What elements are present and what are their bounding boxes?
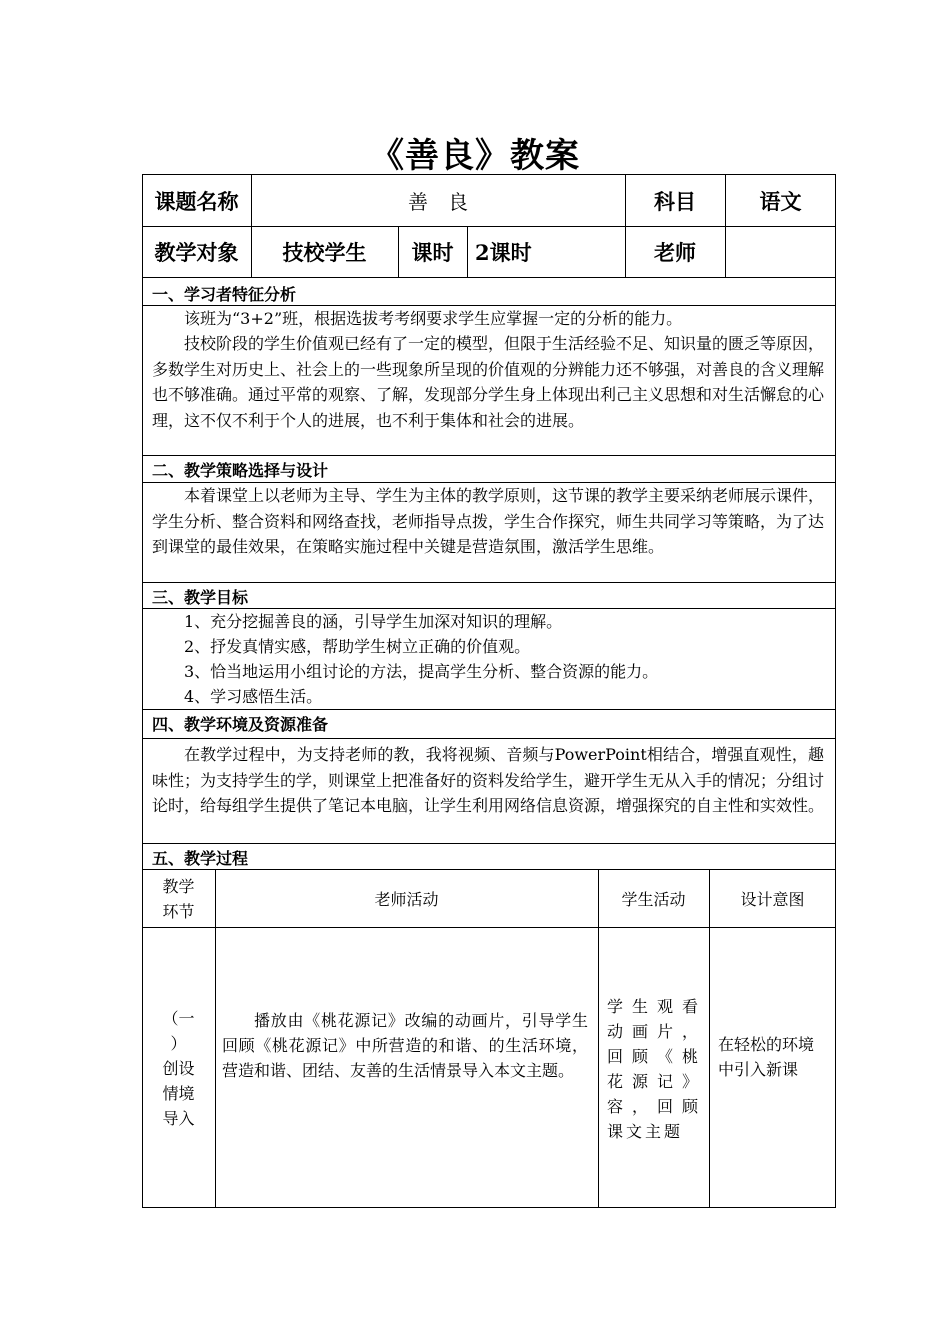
subject-label: 科目 [654, 188, 696, 214]
teacher-label: 老师 [654, 240, 696, 265]
process-col-student: 学生活动 [621, 890, 686, 909]
objective-item: 2、抒发真情实感，帮助学生树立正确的价值观。 [184, 637, 531, 656]
learner-analysis-paragraph: 该班为“3+2”班，根据选拔考考纲要求学生应掌握一定的分析的能力。 [184, 309, 683, 328]
hours-label: 课时 [411, 240, 454, 265]
section-heading-resources: 四、教学环境及资源准备 [152, 715, 329, 734]
learner-analysis-paragraph: 技校阶段的学生价值观已经有了一定的模型，但限于生活经验不足、知识量的匮乏等原因，多数学生对历史上、社会上的一些现象所呈现的价值观的分辨能力还不够强，对善良的含义理解也不够准确。通过平常的观察、了解，发现部分学生身上体现出利己主义思想和对生活懈怠的心理，这不仅不利于个人的进展，也不利于集体和社会的进展。 [152, 334, 825, 430]
resources-paragraph: 在教学过程中，为支持老师的教，我将视频、音频与PowerPoint相结合，增强直观性，趣味性；为支持学生的学，则课堂上把准备好的资料发给学生，避开学生无从入手的情况；分组讨论时，给每组学生提供了笔记本电脑，让学生利用网络信息资源，增强探究的自主性和实效性。 [152, 745, 825, 815]
process-design-intent: 在轻松的环境中引入新课 [718, 1035, 815, 1079]
course-name-label: 课题名称 [154, 188, 239, 214]
subject-value: 语文 [759, 188, 802, 214]
section-heading-process: 五、教学过程 [152, 849, 249, 868]
section-heading-objectives: 三、教学目标 [152, 588, 249, 607]
process-col-stage: 教学 环节 [162, 877, 195, 921]
audience-label: 教学对象 [154, 240, 239, 265]
process-col-teacher: 老师活动 [374, 890, 439, 909]
hours-value: 2课时 [475, 240, 532, 265]
objective-item: 3、恰当地运用小组讨论的方法，提高学生分析、整合资源的能力。 [184, 662, 659, 681]
course-name-value: 善 良 [408, 190, 468, 214]
process-teacher-activity: 播放由《桃花源记》改编的动画片，引导学生回顾《桃花源记》中所营造的和谐、的生活环境，营造和谐、团结、友善的生活情景导入本文主题。 [222, 1011, 588, 1080]
strategy-paragraph: 本着课堂上以老师为主导、学生为主体的教学原则，这节课的教学主要采纳老师展示课件，学生分析、整合资料和网络查找，老师指导点拨，学生合作探究，师生共同学习等策略，为了达到课堂的最佳效果，在策略实施过程中关键是营造氛围，激活学生思维。 [152, 486, 825, 556]
teacher-value [725, 227, 836, 277]
audience-value: 技校学生 [282, 240, 367, 265]
objective-item: 1、充分挖掘善良的涵，引导学生加深对知识的理解。 [184, 612, 563, 631]
process-col-intent: 设计意图 [740, 890, 805, 909]
process-student-activity: 学生观看动画片，回顾《桃花源记》容，回顾课文主题 [607, 997, 701, 1141]
objective-item: 4、学习感悟生活。 [184, 687, 323, 706]
process-stage-cell: （一 ） 创设 情境 导入 [162, 1009, 195, 1128]
section-heading-strategy: 二、教学策略选择与设计 [152, 461, 329, 480]
page-title: 《善良》教案 [370, 136, 580, 176]
section-heading-learner-analysis: 一、学习者特征分析 [152, 285, 297, 304]
